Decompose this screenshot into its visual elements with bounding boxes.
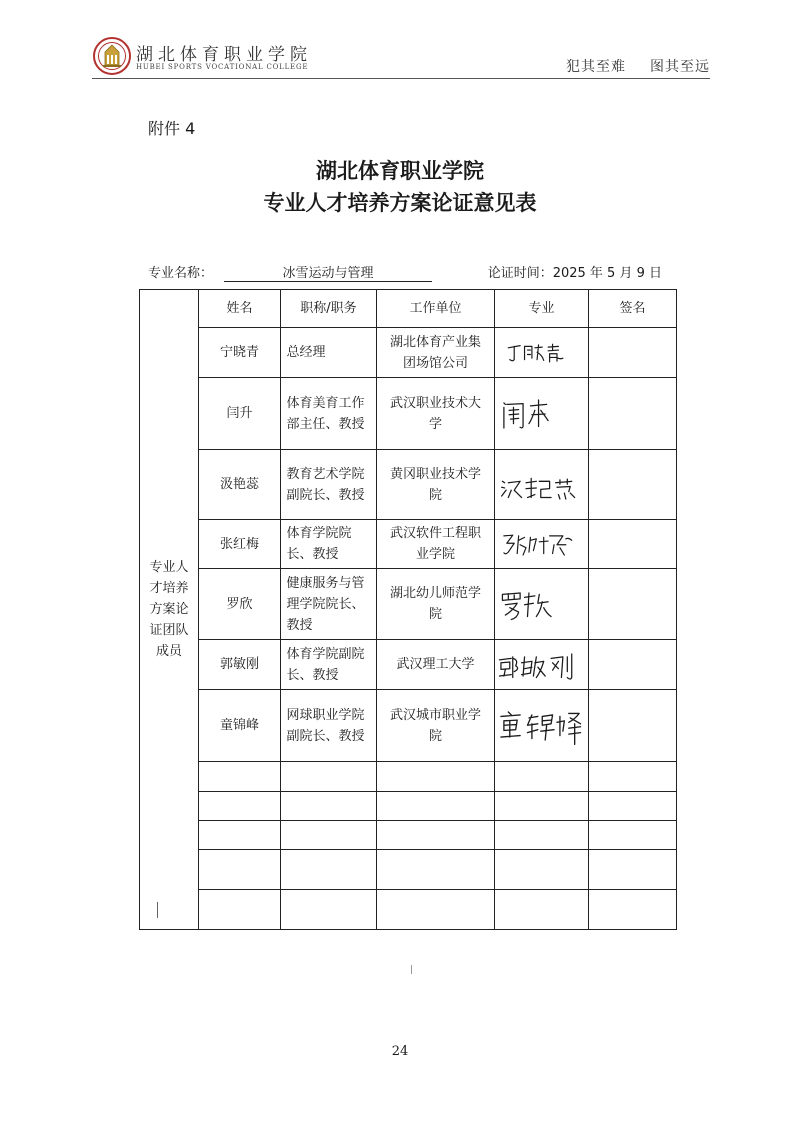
signature-mark [498,699,585,753]
table-row-empty [140,792,677,821]
member-name: 郭敏刚 [199,640,281,690]
signature-mark [498,332,585,374]
team-label: 专业人才培养方案论证团队成员 [149,560,189,659]
header-signature: 签名 [589,290,677,328]
member-unit: 湖北幼儿师范学院 [377,569,495,640]
member-name: 罗欣 [199,569,281,640]
signature-mark [498,577,585,631]
member-signature [495,378,589,450]
attachment-label: 附件 4 [148,119,196,138]
table-row-empty [140,762,677,792]
header-unit: 工作单位 [377,290,495,328]
form-meta [148,262,670,282]
table-row-empty [140,850,677,890]
signature-mark [498,523,585,565]
member-signature [495,328,589,378]
document-title-line2: 专业人才培养方案论证意见表 [263,191,537,215]
document-title-line1: 湖北体育职业学院 [316,159,484,183]
motto-left: 犯其至难 [566,59,626,75]
member-name: 汲艳蕊 [199,450,281,520]
header-title: 职称/职务 [281,290,377,328]
major-value: 冰雪运动与管理 [224,262,432,282]
member-unit: 湖北体育产业集团场馆公司 [377,328,495,378]
major-label: 专业名称： [148,266,214,281]
member-name: 闫升 [199,378,281,450]
college-logo-icon [92,36,132,76]
scan-artifact [157,902,158,918]
college-name-en: HUBEI SPORTS VOCATIONAL COLLEGE [136,63,309,71]
member-title: 总经理 [281,328,377,378]
motto [566,56,710,76]
header-name: 姓名 [199,290,281,328]
page-number: 24 [391,1044,409,1059]
member-name: 宁晓青 [199,328,281,378]
review-date: 论证时间：2025 年 5 月 9 日 [487,266,662,281]
header-divider [92,78,710,79]
member-signature [495,569,589,640]
member-title: 体育学院副院长、教授 [281,640,377,690]
review-team-table [139,289,677,930]
table-row [140,328,677,378]
member-title: 健康服务与管理学院院长、教授 [281,569,377,640]
member-unit: 黄冈职业技术学院 [377,450,495,520]
member-title: 教育艺术学院副院长、教授 [281,450,377,520]
member-signature [495,690,589,762]
table-row [140,640,677,690]
table-row [140,520,677,569]
table-row [140,690,677,762]
member-title: 网球职业学院副院长、教授 [281,690,377,762]
college-name-cn: 湖北体育职业学院 [136,45,312,65]
header-specialty: 专业 [495,290,589,328]
table-header-row [140,290,677,328]
member-title: 体育美育工作部主任、教授 [281,378,377,450]
motto-right: 图其至远 [650,59,710,75]
team-label-cell [140,290,199,930]
scan-artifact [411,965,412,974]
signature-mark [498,387,585,441]
member-unit: 武汉城市职业学院 [377,690,495,762]
member-signature [495,520,589,569]
member-signature [495,450,589,520]
signature-mark [498,458,585,512]
table-row-empty [140,890,677,930]
member-unit: 武汉软件工程职业学院 [377,520,495,569]
table-row [140,569,677,640]
table-row [140,450,677,520]
member-title: 体育学院院长、教授 [281,520,377,569]
member-name: 张红梅 [199,520,281,569]
table-row [140,378,677,450]
member-unit: 武汉职业技术大学 [377,378,495,450]
member-name: 童锦峰 [199,690,281,762]
member-unit: 武汉理工大学 [377,640,495,690]
member-signature [495,640,589,690]
table-row-empty [140,821,677,850]
signature-mark [498,644,585,686]
page-header [92,36,710,78]
